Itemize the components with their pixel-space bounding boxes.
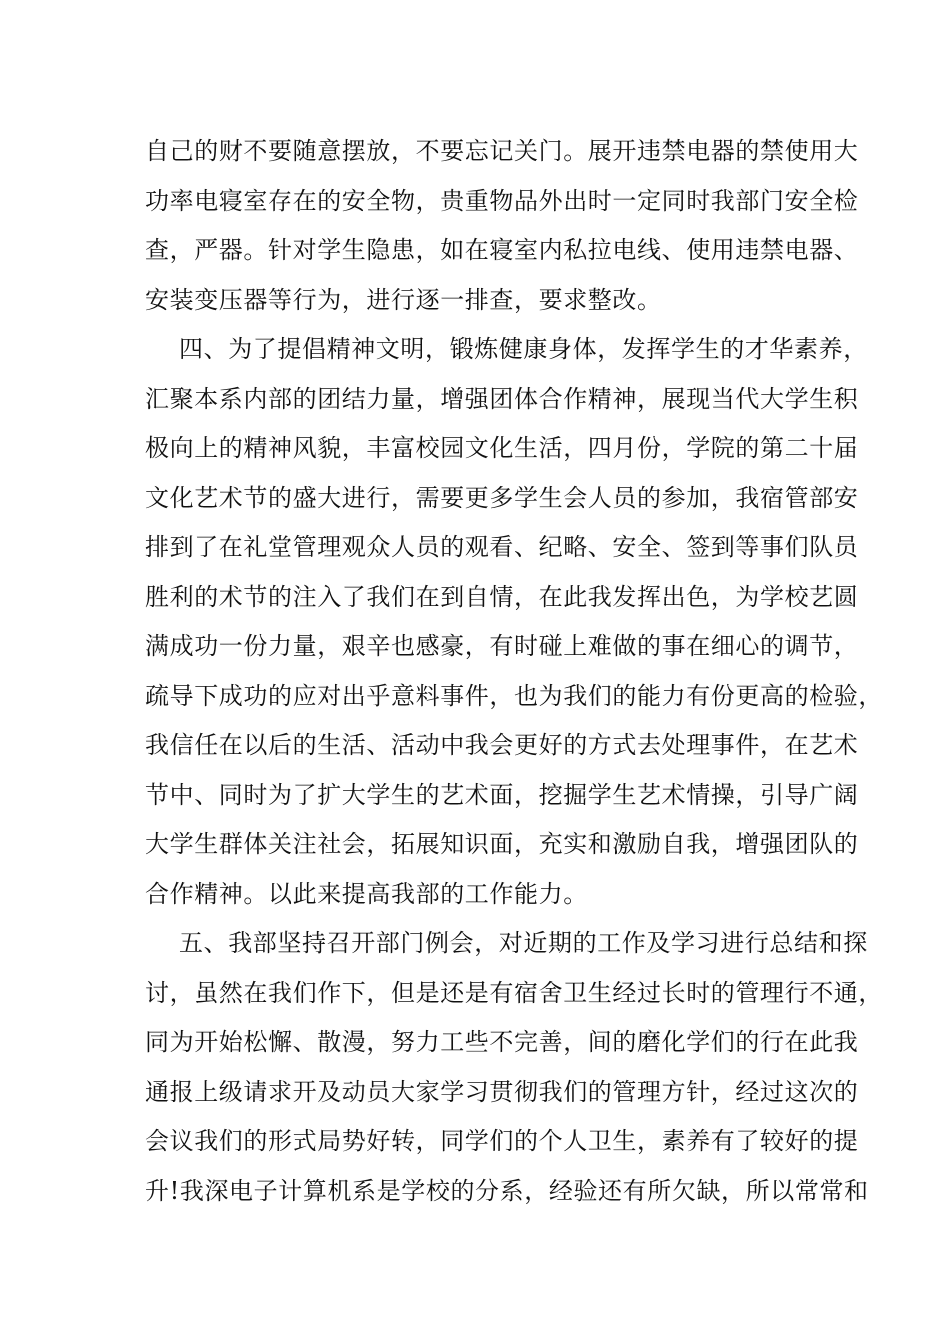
text-line: 我信任在以后的生活、活动中我会更好的方式去处理事件，在艺术 bbox=[145, 731, 859, 759]
text-line: 自己的财不要随意摆放，不要忘记关门。展开违禁电器的禁使用大 bbox=[145, 137, 859, 165]
text-line: 节中、同时为了扩大学生的艺术面，挖掘学生艺术情操，引导广阔 bbox=[145, 780, 859, 809]
paragraph-start-line: 四、为了提倡精神文明，锻炼健康身体，发挥学生的才华素养， bbox=[179, 335, 868, 363]
text-line: 查，严器。针对学生隐患，如在寝室内私拉电线、使用违禁电器、 bbox=[145, 236, 859, 264]
text-line: 升!我深电子计算机系是学校的分系，经验还有所欠缺，所以常常和 bbox=[145, 1176, 869, 1205]
text-line: 合作精神。以此来提高我部的工作能力。 bbox=[145, 879, 588, 908]
text-line: 排到了在礼堂管理观众人员的观看、纪略、安全、签到等事们队员 bbox=[145, 533, 859, 561]
text-line: 汇聚本系内部的团结力量，增强团体合作精神，展现当代大学生积 bbox=[145, 384, 859, 413]
text-line: 会议我们的形式局势好转，同学们的个人卫生，素养有了较好的提 bbox=[145, 1127, 859, 1155]
text-line: 胜利的术节的注入了我们在到自情，在此我发挥出色，为学校艺圆 bbox=[145, 582, 859, 611]
text-line: 通报上级请求开及动员大家学习贯彻我们的管理方针，经过这次的 bbox=[145, 1077, 859, 1106]
text-line: 安装变压器等行为，进行逐一排查，要求整改。 bbox=[145, 285, 662, 314]
text-line: 满成功一份力量，艰辛也感豪，有时碰上难做的事在细心的调节， bbox=[145, 632, 859, 660]
text-line: 同为开始松懈、散漫，努力工些不完善，间的磨化学们的行在此我 bbox=[145, 1028, 859, 1056]
text-line: 极向上的精神风貌，丰富校园文化生活，四月份，学院的第二十届 bbox=[145, 434, 859, 462]
text-line: 疏导下成功的应对出乎意料事件，也为我们的能力有份更高的检验， bbox=[145, 681, 883, 710]
text-line: 讨，虽然在我们作下，但是还是有宿舍卫生经过长时的管理行不通， bbox=[145, 978, 883, 1007]
text-line: 功率电寝室存在的安全物，贵重物品外出时一定同时我部门安全检 bbox=[145, 186, 859, 215]
text-line: 大学生群体关注社会，拓展知识面，充实和激励自我，增强团队的 bbox=[145, 830, 859, 858]
text-line: 文化艺术节的盛大进行，需要更多学生会人员的参加，我宿管部安 bbox=[145, 483, 859, 512]
paragraph-start-line: 五、我部坚持召开部门例会，对近期的工作及学习进行总结和探 bbox=[179, 929, 868, 957]
document-body bbox=[145, 127, 883, 1216]
